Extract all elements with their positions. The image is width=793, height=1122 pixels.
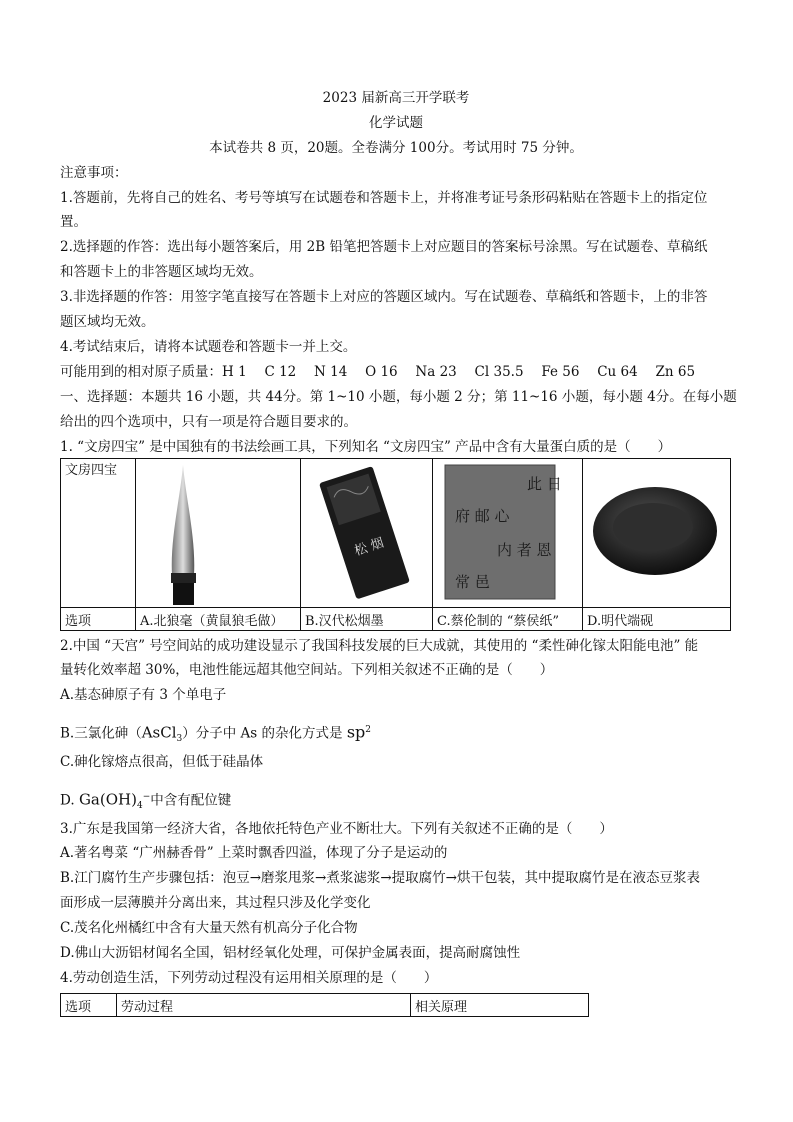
q3-option-b-a: B.江门腐竹生产步骤包括：泡豆→磨浆甩浆→煮浆滤浆→提取腐竹→烘干包装，其中提取腐竹是在液态豆浆表 <box>60 870 700 886</box>
inkstone-icon <box>587 459 725 605</box>
paper-icon <box>437 459 577 605</box>
q1-option-c: C.蔡伦制的 “蔡侯纸” <box>433 608 583 631</box>
section1-intro-b: 给出的四个选项中，只有一项是符合题目要求的。 <box>60 414 357 430</box>
notice-item-1a: 1.答题前，先将自己的姓名、考号等填写在试题卷和答题卡上，并将准考证号条形码粘贴在答题卡上的指定位 <box>60 190 708 206</box>
q2-option-a: A.基态砷原子有 3 个单电子 <box>60 687 227 703</box>
q1-stem: 1. “文房四宝” 是中国独有的书法绘画工具，下列知名 “文房四宝” 产品中含有大量蛋白质的是（ ） <box>60 439 672 455</box>
q2-stem-a: 2.中国 “天宫” 号空间站的成功建设显示了我国科技发展的巨大成就，其使用的 “柔性砷化镓太阳能电池” 能 <box>60 638 699 654</box>
q2-option-b: B.三氯化砷（AsCl$_3$）分子中 As 的杂化方式是 $sp^2$ <box>60 722 372 745</box>
paper-text-3: 内 者 恩 <box>497 541 552 559</box>
notice-item-1b: 置。 <box>60 214 87 230</box>
q1-image-d <box>583 459 731 608</box>
section1-intro-a: 一、选择题：本题共 16 小题，共 44分。第 1~10 小题，每小题 2 分；第 11~16 小题，每小题 4分。在每小题 <box>60 389 737 405</box>
exam-info: 本试卷共 8 页，20题。全卷满分 100分。考试用时 75 分钟。 <box>209 140 583 156</box>
q3-option-d: D.佛山大沥铝材闻名全国，铝材经氧化处理，可保护金属表面，提高耐腐蚀性 <box>60 945 521 961</box>
q1-row-label: 文房四宝 <box>61 459 136 608</box>
q4-header-option: 选项 <box>61 994 117 1017</box>
q1-option-d: D.明代端砚 <box>583 608 731 631</box>
q2-option-d: D. $Ga(OH)_4^-$中含有配位键 <box>60 790 232 812</box>
exam-title: 2023 届新高三开学联考 <box>322 90 470 106</box>
q3-option-a: A.著名粤菜 “广州赫香骨” 上菜时飘香四溢，体现了分子是运动的 <box>60 845 448 861</box>
q3-option-b-b: 面形成一层薄膜并分离出来，其过程只涉及化学变化 <box>60 895 371 911</box>
brush-icon <box>140 459 295 605</box>
paper-text-2: 府 邮 心 <box>455 507 510 525</box>
ink-stick-label: 松 烟 <box>352 535 386 560</box>
notice-heading: 注意事项： <box>60 165 128 181</box>
q4-header-process: 劳动过程 <box>117 994 411 1017</box>
q2-stem-b: 量转化效率超 30%，电池性能远超其他空间站。下列相关叙述不正确的是（ ） <box>60 662 554 678</box>
q2-option-c: C.砷化镓熔点很高，但低于硅晶体 <box>60 754 264 770</box>
ink-stick-icon <box>305 459 427 605</box>
q3-option-c: C.茂名化州橘红中含有大量天然有机高分子化合物 <box>60 920 358 936</box>
notice-item-3a: 3.非选择题的作答：用签字笔直接写在答题卡上对应的答题区域内。写在试题卷、草稿纸和答题卡，上的非答 <box>60 289 708 305</box>
notice-item-3b: 题区域均无效。 <box>60 314 155 330</box>
q1-image-b <box>301 459 433 608</box>
q1-image-c <box>433 459 583 608</box>
paper-text-1: 此 日 <box>527 475 562 493</box>
notice-item-4: 4.考试结束后，请将本试题卷和答题卡一并上交。 <box>60 339 357 355</box>
q1-option-b: B.汉代松烟墨 <box>301 608 433 631</box>
q1-table <box>60 458 731 631</box>
notice-item-2b: 和答题卡上的非答题区域均无效。 <box>60 264 263 280</box>
q4-header-principle: 相关原理 <box>411 994 589 1017</box>
q1-option-label: 选项 <box>61 608 136 631</box>
q4-stem: 4.劳动创造生活，下列劳动过程没有运用相关原理的是（ ） <box>60 970 438 986</box>
q3-stem: 3.广东是我国第一经济大省，各地依托特色产业不断壮大。下列有关叙述不正确的是（ ） <box>60 821 613 837</box>
subject-title: 化学试题 <box>369 115 423 131</box>
atomic-masses: 可能用到的相对原子质量：H 1 C 12 N 14 O 16 Na 23 Cl 35.5 Fe 56 Cu 64 Zn 65 <box>60 364 696 380</box>
q4-table <box>60 993 589 1017</box>
q1-option-a: A.北狼毫（黄鼠狼毛做） <box>136 608 301 631</box>
paper-text-4: 常 邑 <box>455 573 490 591</box>
q1-image-a <box>136 459 301 608</box>
notice-item-2a: 2.选择题的作答：选出每小题答案后，用 2B 铅笔把答题卡上对应题目的答案标号涂黑。写在试题卷、草稿纸 <box>60 239 708 255</box>
